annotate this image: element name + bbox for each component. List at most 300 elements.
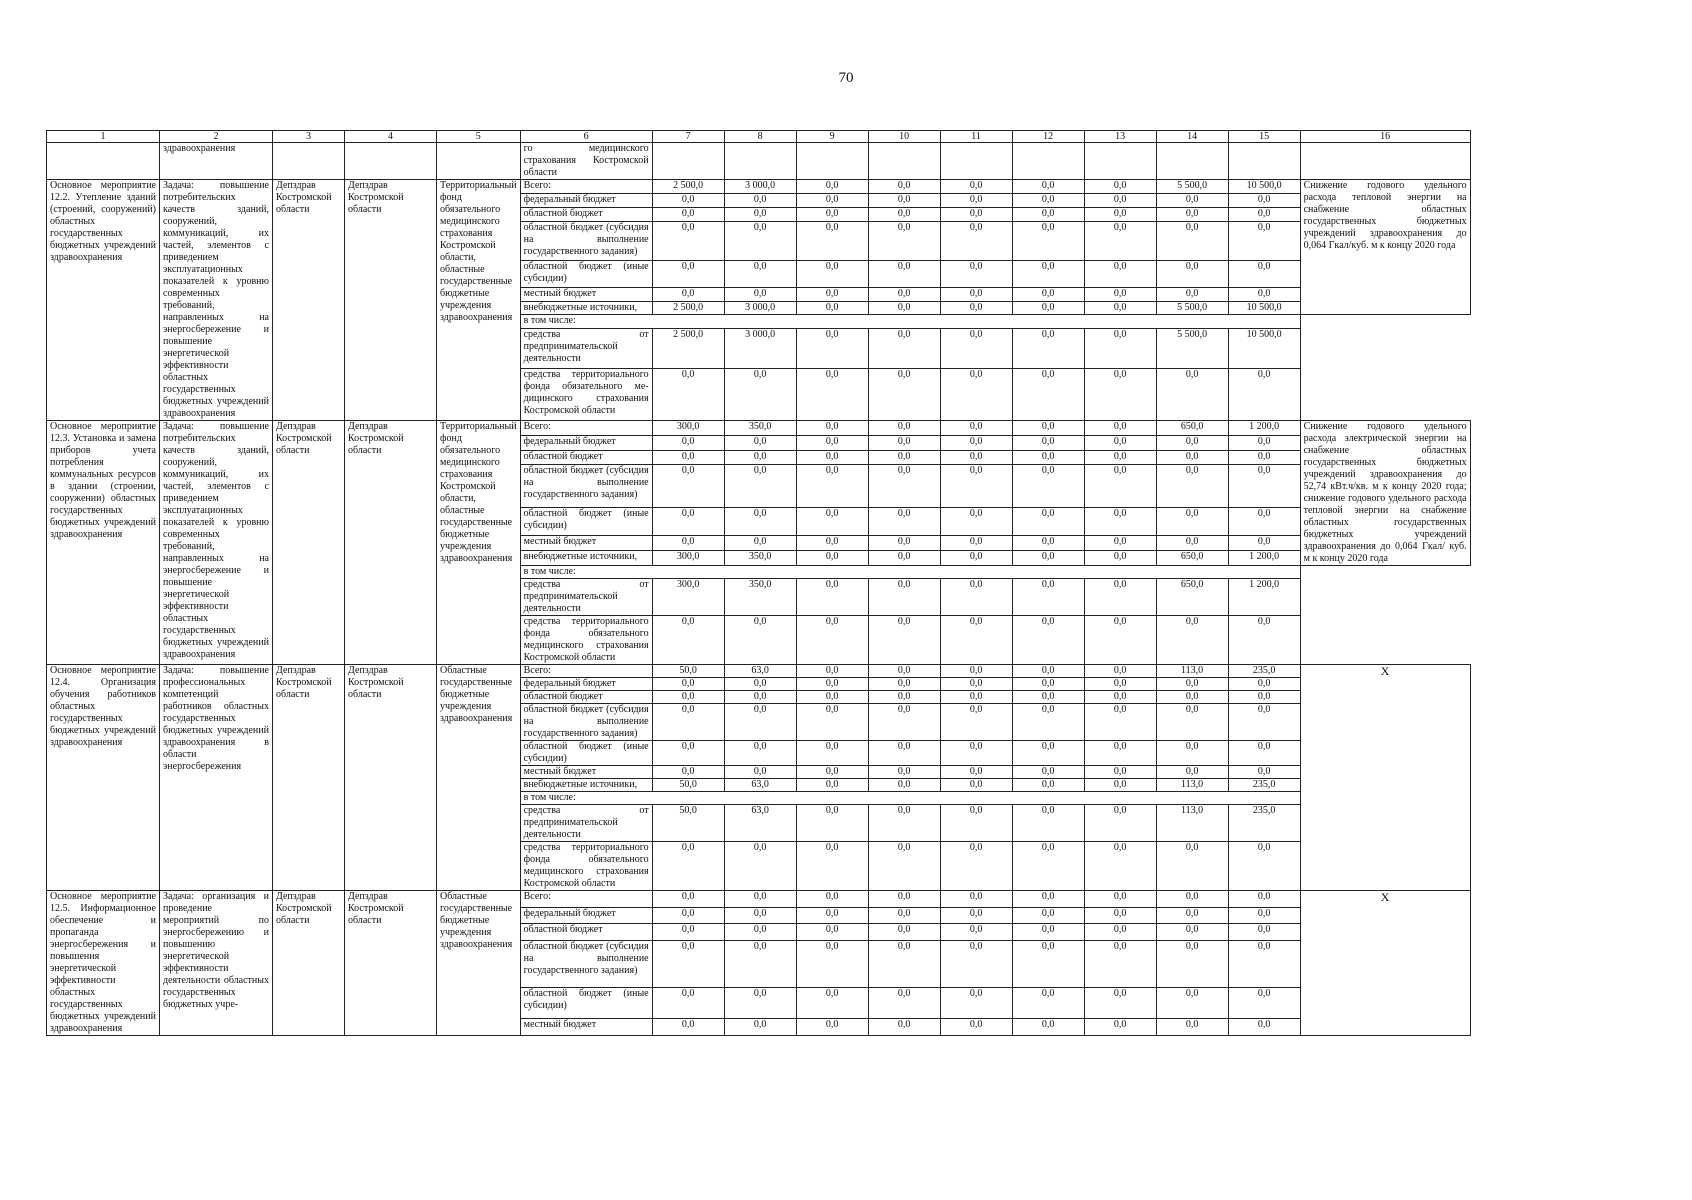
amount-cell: 0,0: [1228, 287, 1300, 301]
amount-cell: 0,0: [1012, 287, 1084, 301]
measure-task: Задача: повышение профессиональных компетенций работников областных государственных бюджетных учреждений здравоохранения в области энергосбережения: [160, 665, 273, 891]
amount-cell: 0,0: [868, 207, 940, 221]
amount-cell: 0,0: [868, 924, 940, 941]
amount-cell: 0,0: [796, 329, 868, 368]
amount-cell: 0,0: [1228, 766, 1300, 779]
amount-cell: 0,0: [1084, 207, 1156, 221]
column-header: 13: [1084, 131, 1156, 143]
funding-label: средства территориального фонда обязательного медицинского страхования Костромской области: [520, 616, 652, 665]
column-header: 9: [796, 131, 868, 143]
amount-cell: 10 500,0: [1228, 180, 1300, 194]
funding-label: федеральный бюджет: [520, 678, 652, 691]
amount-cell: 0,0: [1012, 221, 1084, 260]
amount-cell: 0,0: [1084, 1019, 1156, 1036]
column-number-row: [47, 131, 1471, 143]
amount-cell: 0,0: [1012, 507, 1084, 536]
amount-cell: 0,0: [1228, 940, 1300, 987]
amount-cell: 0,0: [1084, 924, 1156, 941]
funding-label: областной бюджет (иные субсидии): [520, 507, 652, 536]
amount-cell: 0,0: [940, 421, 1012, 436]
amount-cell: 0,0: [652, 891, 724, 908]
amount-cell: 0,0: [796, 507, 868, 536]
cont-cell: [1156, 143, 1228, 180]
amount-cell: 0,0: [724, 287, 796, 301]
funding-label: средства территориального фонда обязательного ме-дицинского страхования Костромской области: [520, 368, 652, 420]
column-header: 11: [940, 131, 1012, 143]
amount-cell: 300,0: [652, 579, 724, 616]
amount-cell: 0,0: [724, 435, 796, 450]
amount-cell: 0,0: [1228, 704, 1300, 741]
amount-cell: 0,0: [796, 180, 868, 194]
amount-cell: 0,0: [868, 891, 940, 908]
amount-cell: 0,0: [652, 924, 724, 941]
funding-label: областной бюджет (иные субсидии): [520, 261, 652, 288]
amount-cell: 350,0: [724, 421, 796, 436]
amount-cell: 0,0: [724, 940, 796, 987]
funding-label: Всего:: [520, 891, 652, 908]
amount-cell: 0,0: [724, 221, 796, 260]
amount-cell: 50,0: [652, 779, 724, 792]
continuation-row: [47, 143, 1471, 180]
funding-label: средства территориального фонда обязательного медицинского страхования Костромской области: [520, 842, 652, 891]
amount-cell: 0,0: [1084, 180, 1156, 194]
amount-cell: 0,0: [1228, 193, 1300, 207]
amount-cell: 0,0: [796, 766, 868, 779]
amount-cell: 0,0: [940, 678, 1012, 691]
amount-cell: 0,0: [796, 891, 868, 908]
amount-cell: 0,0: [868, 536, 940, 551]
expected-result: Х: [1300, 891, 1470, 1036]
measure-task: Задача: повышение потребительских качеств зданий, сооружений, коммуникаций, их частей, элементов с приведением эксплуатационных показателей к уровню современных требований, направленных на энергосбережение и повышение энергетической эффективности областных государственных бюджетных учреждений здравоохранения: [160, 421, 273, 665]
funding-label: Всего:: [520, 180, 652, 194]
amount-cell: 0,0: [940, 805, 1012, 842]
amount-cell: 1 200,0: [1228, 579, 1300, 616]
amount-cell: 0,0: [1156, 842, 1228, 891]
amount-cell: 0,0: [1084, 842, 1156, 891]
amount-cell: 0,0: [1012, 450, 1084, 465]
amount-cell: 0,0: [724, 907, 796, 924]
amount-cell: 0,0: [1012, 551, 1084, 566]
amount-cell: 0,0: [1012, 704, 1084, 741]
amount-cell: 0,0: [1156, 261, 1228, 288]
funding-label: средства от предпринимательской деятельности: [520, 329, 652, 368]
amount-cell: 0,0: [1228, 678, 1300, 691]
responsible-executor: Депздрав Костромской области: [273, 421, 345, 665]
column-header: 3: [273, 131, 345, 143]
funding-label: областной бюджет: [520, 207, 652, 221]
amount-cell: 0,0: [1156, 691, 1228, 704]
amount-cell: 0,0: [724, 261, 796, 288]
amount-cell: 0,0: [1084, 421, 1156, 436]
amount-cell: 0,0: [652, 1019, 724, 1036]
amount-cell: 0,0: [652, 465, 724, 507]
amount-cell: 0,0: [1228, 261, 1300, 288]
amount-cell: 0,0: [652, 987, 724, 1019]
cont-cell: [47, 143, 160, 180]
amount-cell: 0,0: [940, 180, 1012, 194]
amount-cell: 0,0: [868, 579, 940, 616]
funding-label: местный бюджет: [520, 1019, 652, 1036]
amount-cell: 0,0: [1012, 368, 1084, 420]
amount-cell: 0,0: [796, 842, 868, 891]
amount-cell: 0,0: [1012, 779, 1084, 792]
amount-cell: 0,0: [1156, 368, 1228, 420]
amount-cell: 0,0: [1084, 221, 1156, 260]
column-header: 12: [1012, 131, 1084, 143]
amount-cell: 0,0: [940, 507, 1012, 536]
amount-cell: 0,0: [796, 678, 868, 691]
amount-cell: 0,0: [652, 368, 724, 420]
cont-cell: [1300, 143, 1470, 180]
amount-cell: 0,0: [796, 261, 868, 288]
amount-cell: 0,0: [1156, 287, 1228, 301]
amount-cell: 0,0: [1012, 465, 1084, 507]
amount-cell: 0,0: [1084, 435, 1156, 450]
column-header: 10: [868, 131, 940, 143]
amount-cell: 0,0: [940, 907, 1012, 924]
amount-cell: 1 200,0: [1228, 551, 1300, 566]
amount-cell: 0,0: [868, 180, 940, 194]
amount-cell: 10 500,0: [1228, 329, 1300, 368]
amount-cell: 0,0: [796, 1019, 868, 1036]
cont-cell: [940, 143, 1012, 180]
amount-cell: 0,0: [796, 207, 868, 221]
amount-cell: 0,0: [1228, 435, 1300, 450]
amount-cell: 0,0: [868, 987, 940, 1019]
amount-cell: 0,0: [1228, 842, 1300, 891]
amount-cell: 0,0: [868, 465, 940, 507]
amount-cell: 0,0: [940, 450, 1012, 465]
amount-cell: 0,0: [1012, 301, 1084, 315]
amount-cell: 0,0: [796, 465, 868, 507]
amount-cell: 0,0: [796, 940, 868, 987]
amount-cell: 0,0: [1228, 450, 1300, 465]
amount-cell: 235,0: [1228, 779, 1300, 792]
amount-cell: 0,0: [1156, 891, 1228, 908]
amount-cell: 0,0: [1012, 207, 1084, 221]
amount-cell: 0,0: [1084, 891, 1156, 908]
amount-cell: 0,0: [724, 704, 796, 741]
amount-cell: 0,0: [1084, 665, 1156, 678]
amount-cell: 0,0: [1228, 691, 1300, 704]
amount-cell: 0,0: [652, 287, 724, 301]
amount-cell: 0,0: [1228, 741, 1300, 766]
amount-cell: 0,0: [796, 704, 868, 741]
column-header: 15: [1228, 131, 1300, 143]
cont-cell: [796, 143, 868, 180]
column-header: 16: [1300, 131, 1470, 143]
cont-col6: го медицинского страхования Костромской области: [520, 143, 652, 180]
funding-label: Всего:: [520, 421, 652, 436]
amount-cell: 0,0: [1156, 221, 1228, 260]
amount-cell: 0,0: [1012, 536, 1084, 551]
funding-label: в том числе:: [520, 315, 1300, 329]
amount-cell: 0,0: [940, 1019, 1012, 1036]
amount-cell: 0,0: [1228, 507, 1300, 536]
amount-cell: 0,0: [1012, 766, 1084, 779]
amount-cell: 0,0: [940, 766, 1012, 779]
amount-cell: 3 000,0: [724, 180, 796, 194]
amount-cell: 0,0: [1084, 741, 1156, 766]
amount-cell: 0,0: [868, 678, 940, 691]
amount-cell: 5 500,0: [1156, 301, 1228, 315]
funding-label: областной бюджет (субсидия на выполнение государственного задания): [520, 465, 652, 507]
amount-cell: 0,0: [868, 193, 940, 207]
amount-cell: 0,0: [940, 287, 1012, 301]
amount-cell: 0,0: [652, 940, 724, 987]
amount-cell: 0,0: [652, 691, 724, 704]
measure-name: Основное мероприятие 12.5. Информационное обеспечение и пропаганда энергосбережения и повышения энергетической эффективности областных государственных бюджетных учреждений здравоохранения: [47, 891, 160, 1036]
amount-cell: 0,0: [940, 842, 1012, 891]
participants: Областные государственные бюджетные учреждения здравоохранения: [437, 891, 521, 1036]
amount-cell: 0,0: [868, 842, 940, 891]
amount-cell: 0,0: [1156, 987, 1228, 1019]
amount-cell: 300,0: [652, 421, 724, 436]
amount-cell: 0,0: [724, 507, 796, 536]
amount-cell: 0,0: [940, 301, 1012, 315]
funding-label: в том числе:: [520, 566, 1300, 579]
amount-cell: 10 500,0: [1228, 301, 1300, 315]
amount-cell: 0,0: [652, 507, 724, 536]
amount-cell: 0,0: [1228, 616, 1300, 665]
amount-cell: 2 500,0: [652, 301, 724, 315]
measure-task: Задача: организация и проведение мероприятий по энергосбережению и повышению энергетической эффективности деятельности областных государственных бюджетных учре-: [160, 891, 273, 1036]
amount-cell: 0,0: [868, 435, 940, 450]
funding-label: федеральный бюджет: [520, 435, 652, 450]
amount-cell: 0,0: [1084, 691, 1156, 704]
amount-cell: 0,0: [796, 691, 868, 704]
amount-cell: 0,0: [796, 421, 868, 436]
responsible-executor: Депздрав Костромской области: [273, 891, 345, 1036]
cont-col2: здравоохранения: [160, 143, 273, 180]
amount-cell: 0,0: [868, 805, 940, 842]
amount-cell: 0,0: [1228, 536, 1300, 551]
amount-cell: 0,0: [796, 924, 868, 941]
amount-cell: 0,0: [868, 907, 940, 924]
amount-cell: 0,0: [1084, 766, 1156, 779]
amount-cell: 0,0: [724, 691, 796, 704]
amount-cell: 0,0: [1084, 465, 1156, 507]
amount-cell: 0,0: [1012, 842, 1084, 891]
amount-cell: 0,0: [796, 450, 868, 465]
amount-cell: 0,0: [652, 842, 724, 891]
co-executor: Депздрав Костромской области: [345, 891, 437, 1036]
amount-cell: 0,0: [1084, 579, 1156, 616]
amount-cell: 0,0: [724, 987, 796, 1019]
column-header: 7: [652, 131, 724, 143]
column-header: 6: [520, 131, 652, 143]
amount-cell: 0,0: [1084, 287, 1156, 301]
amount-cell: 5 500,0: [1156, 329, 1228, 368]
amount-cell: 63,0: [724, 779, 796, 792]
amount-cell: 0,0: [724, 678, 796, 691]
amount-cell: 0,0: [1012, 907, 1084, 924]
amount-cell: 0,0: [940, 987, 1012, 1019]
amount-cell: 0,0: [1156, 766, 1228, 779]
amount-cell: 650,0: [1156, 421, 1228, 436]
amount-cell: 0,0: [868, 665, 940, 678]
amount-cell: 0,0: [796, 435, 868, 450]
amount-cell: 0,0: [796, 368, 868, 420]
amount-cell: 0,0: [652, 766, 724, 779]
amount-cell: 0,0: [1084, 704, 1156, 741]
amount-cell: 0,0: [1084, 193, 1156, 207]
amount-cell: 113,0: [1156, 805, 1228, 842]
amount-cell: 0,0: [652, 741, 724, 766]
amount-cell: 0,0: [940, 207, 1012, 221]
amount-cell: 650,0: [1156, 579, 1228, 616]
amount-cell: 0,0: [1084, 536, 1156, 551]
amount-cell: 0,0: [652, 678, 724, 691]
amount-cell: 0,0: [796, 221, 868, 260]
amount-cell: 0,0: [868, 704, 940, 741]
expected-result: Х: [1300, 665, 1470, 891]
amount-cell: 63,0: [724, 805, 796, 842]
amount-cell: 0,0: [1084, 907, 1156, 924]
amount-cell: 0,0: [868, 741, 940, 766]
cont-cell: [437, 143, 521, 180]
amount-cell: 0,0: [868, 551, 940, 566]
amount-cell: 0,0: [1012, 579, 1084, 616]
amount-cell: 0,0: [868, 421, 940, 436]
amount-cell: 0,0: [940, 368, 1012, 420]
amount-cell: 0,0: [1156, 193, 1228, 207]
funding-label: внебюджетные источники,: [520, 779, 652, 792]
amount-cell: 1 200,0: [1228, 421, 1300, 436]
funding-label: областной бюджет (субсидия на выполнение государственного задания): [520, 704, 652, 741]
column-header: 14: [1156, 131, 1228, 143]
amount-cell: 0,0: [1156, 704, 1228, 741]
amount-cell: 0,0: [868, 450, 940, 465]
amount-cell: 0,0: [652, 450, 724, 465]
amount-cell: 0,0: [724, 741, 796, 766]
amount-cell: 0,0: [1012, 924, 1084, 941]
responsible-executor: Депздрав Костромской области: [273, 180, 345, 421]
cont-cell: [652, 143, 724, 180]
amount-cell: 0,0: [868, 507, 940, 536]
amount-cell: 0,0: [1228, 891, 1300, 908]
amount-cell: 50,0: [652, 665, 724, 678]
amount-cell: 0,0: [1156, 678, 1228, 691]
amount-cell: 0,0: [1156, 907, 1228, 924]
amount-cell: 0,0: [940, 704, 1012, 741]
amount-cell: 0,0: [796, 301, 868, 315]
amount-cell: 113,0: [1156, 779, 1228, 792]
cont-cell: [1012, 143, 1084, 180]
amount-cell: 0,0: [796, 805, 868, 842]
funding-label: федеральный бюджет: [520, 193, 652, 207]
funding-label: средства от предпринимательской деятельности: [520, 579, 652, 616]
amount-cell: 0,0: [1156, 465, 1228, 507]
amount-cell: 0,0: [868, 779, 940, 792]
amount-cell: 0,0: [1012, 616, 1084, 665]
amount-cell: 0,0: [1228, 907, 1300, 924]
funding-label: средства от предпринимательской деятельности: [520, 805, 652, 842]
amount-cell: 350,0: [724, 579, 796, 616]
amount-cell: 3 000,0: [724, 301, 796, 315]
amount-cell: 0,0: [1012, 1019, 1084, 1036]
amount-cell: 0,0: [1012, 665, 1084, 678]
amount-cell: 0,0: [940, 665, 1012, 678]
amount-cell: 0,0: [940, 691, 1012, 704]
funding-label: областной бюджет (иные субсидии): [520, 987, 652, 1019]
amount-cell: 0,0: [940, 779, 1012, 792]
amount-cell: 0,0: [724, 1019, 796, 1036]
amount-cell: 0,0: [796, 741, 868, 766]
expected-result: Снижение годового удельного расхода электрической энергии на снабжение областных государственных бюджетных учреждений здравоохранения до 52,74 кВт.ч/кв. м к концу 2020 года; снижение годового удельного расхода тепловой энергии на снабжение областных государственных бюджетных учреждений здравоохранения до 0,064 Гкал/ куб. м к концу 2020 года: [1300, 421, 1470, 566]
funding-label: областной бюджет (субсидия на выполнение государственного задания): [520, 940, 652, 987]
funding-label: Всего:: [520, 665, 652, 678]
cont-cell: [1228, 143, 1300, 180]
amount-cell: 0,0: [1012, 691, 1084, 704]
funding-label: в том числе:: [520, 792, 1300, 805]
funding-row-total: [47, 421, 1471, 436]
column-header: 4: [345, 131, 437, 143]
amount-cell: 0,0: [940, 924, 1012, 941]
amount-cell: 0,0: [796, 551, 868, 566]
amount-cell: 113,0: [1156, 665, 1228, 678]
amount-cell: 0,0: [724, 465, 796, 507]
participants: Территориальный фонд обязательного медицинского страхования Костромской области, областные государственные бюджетные учреждения здравоохранения: [437, 180, 521, 421]
funding-label: местный бюджет: [520, 766, 652, 779]
amount-cell: 0,0: [1012, 805, 1084, 842]
amount-cell: 350,0: [724, 551, 796, 566]
amount-cell: 0,0: [940, 435, 1012, 450]
amount-cell: 0,0: [868, 221, 940, 260]
amount-cell: 0,0: [1012, 891, 1084, 908]
amount-cell: 0,0: [1012, 741, 1084, 766]
amount-cell: 650,0: [1156, 551, 1228, 566]
amount-cell: 0,0: [1156, 450, 1228, 465]
amount-cell: 0,0: [940, 193, 1012, 207]
amount-cell: 0,0: [1228, 924, 1300, 941]
amount-cell: 0,0: [940, 579, 1012, 616]
amount-cell: 0,0: [724, 536, 796, 551]
amount-cell: 0,0: [652, 193, 724, 207]
amount-cell: 0,0: [940, 329, 1012, 368]
amount-cell: 0,0: [1084, 940, 1156, 987]
amount-cell: 63,0: [724, 665, 796, 678]
amount-cell: 0,0: [1228, 207, 1300, 221]
amount-cell: 0,0: [1012, 435, 1084, 450]
amount-cell: 0,0: [1228, 987, 1300, 1019]
amount-cell: 0,0: [868, 940, 940, 987]
cont-cell: [273, 143, 345, 180]
amount-cell: 0,0: [796, 616, 868, 665]
funding-label: внебюджетные источники,: [520, 301, 652, 315]
amount-cell: 5 500,0: [1156, 180, 1228, 194]
funding-label: местный бюджет: [520, 287, 652, 301]
amount-cell: 0,0: [1084, 450, 1156, 465]
funding-label: областной бюджет: [520, 450, 652, 465]
amount-cell: 0,0: [1084, 805, 1156, 842]
measure-name: Основное мероприятие 12.2. Утепление зданий (строений, сооружений) областных государственных бюджетных учреждений здравоохранения: [47, 180, 160, 421]
amount-cell: 0,0: [652, 221, 724, 260]
amount-cell: 0,0: [1012, 329, 1084, 368]
amount-cell: 0,0: [796, 193, 868, 207]
amount-cell: 0,0: [1156, 924, 1228, 941]
amount-cell: 0,0: [1156, 1019, 1228, 1036]
amount-cell: 0,0: [1156, 536, 1228, 551]
amount-cell: 0,0: [796, 536, 868, 551]
amount-cell: 0,0: [1084, 678, 1156, 691]
amount-cell: 0,0: [1156, 207, 1228, 221]
measure-task: Задача: повышение потребительских качеств зданий, сооружений, коммуникаций, их частей, элементов с приведением эксплуатационных показателей к уровню современных требований, направленных на энергосбережение и повышение энергетической эффективности областных государственных бюджетных учреждений здравоохранения: [160, 180, 273, 421]
co-executor: Депздрав Костромской области: [345, 421, 437, 665]
amount-cell: 0,0: [1084, 987, 1156, 1019]
amount-cell: 0,0: [652, 261, 724, 288]
amount-cell: 0,0: [940, 465, 1012, 507]
